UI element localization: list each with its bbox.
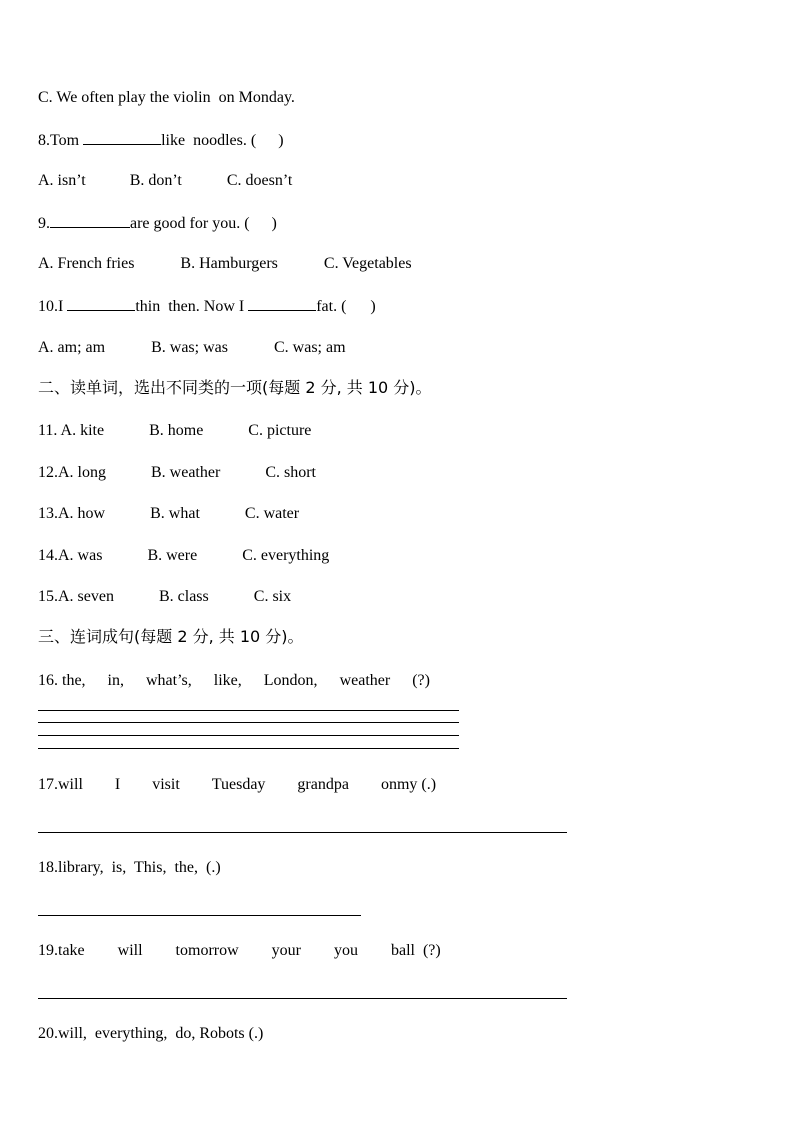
q8-option-b: B. don’t bbox=[129, 172, 182, 189]
q10-answer-blank-2[interactable] bbox=[248, 296, 316, 311]
q10-answer-blank-1[interactable] bbox=[67, 296, 135, 311]
q9-number: 9. bbox=[38, 215, 50, 232]
question-14 bbox=[38, 546, 329, 566]
q16-answer-line[interactable] bbox=[38, 735, 459, 736]
q12-option-b: B. weather bbox=[151, 464, 221, 481]
q16-word: what’s, bbox=[146, 672, 192, 689]
q10-option-b: B. was; was bbox=[151, 339, 228, 356]
q16-answer-line[interactable] bbox=[38, 722, 459, 723]
q16-answer-line[interactable] bbox=[38, 748, 459, 749]
question-13 bbox=[38, 504, 299, 524]
question-11 bbox=[38, 421, 311, 441]
q14-option-b: B. were bbox=[147, 547, 198, 564]
q7-option-c: C. We often play the violin on Monday. bbox=[38, 89, 295, 106]
q8-option-c: C. doesn’t bbox=[226, 172, 293, 189]
q12-option-a: 12.A. long bbox=[38, 464, 106, 481]
question-8 bbox=[38, 130, 284, 151]
q8-text: like noodles. ( bbox=[161, 132, 257, 149]
q9-close-paren: ) bbox=[271, 215, 277, 232]
q9-option-a: A. French fries bbox=[38, 255, 135, 272]
q10-mid-text: thin then. Now I bbox=[135, 298, 245, 315]
q16-number: 16. the, bbox=[38, 672, 86, 689]
q17-word: I bbox=[114, 776, 121, 793]
question-12 bbox=[38, 463, 316, 483]
q15-option-b: B. class bbox=[158, 588, 209, 605]
section-2-heading: 二、读单词，选出不同类的一项(每题 2 分, 共 10 分)。 bbox=[38, 378, 432, 397]
question-20: 20.will, everything, do, Robots (.) bbox=[38, 1025, 264, 1042]
q11-option-b: B. home bbox=[149, 422, 204, 439]
q16-word: weather bbox=[339, 672, 391, 689]
q15-option-c: C. six bbox=[253, 588, 292, 605]
question-10 bbox=[38, 296, 376, 317]
q8-answer-blank[interactable] bbox=[83, 130, 161, 145]
q10-option-a: A. am; am bbox=[38, 339, 106, 356]
q11-option-a: 11. A. kite bbox=[38, 422, 105, 439]
q19-word: will bbox=[117, 942, 143, 959]
q9-options bbox=[38, 254, 412, 274]
question-17 bbox=[38, 775, 436, 795]
q18-answer-line[interactable] bbox=[38, 915, 361, 916]
q14-option-c: C. everything bbox=[242, 547, 330, 564]
question-19 bbox=[38, 941, 441, 961]
q16-word: London, bbox=[263, 672, 318, 689]
question-16 bbox=[38, 671, 430, 691]
q8-options bbox=[38, 171, 292, 191]
question-15 bbox=[38, 587, 291, 607]
q17-word: grandpa bbox=[297, 776, 349, 793]
q19-word: ball (?) bbox=[390, 942, 441, 959]
q17-word: onmy (.) bbox=[380, 776, 437, 793]
q10-number: 10.I bbox=[38, 298, 64, 315]
q9-option-c: C. Vegetables bbox=[323, 255, 412, 272]
q10-close-paren: ) bbox=[370, 298, 376, 315]
q17-word: visit bbox=[152, 776, 180, 793]
q9-option-b: B. Hamburgers bbox=[180, 255, 278, 272]
section-3-heading: 三、连词成句(每题 2 分, 共 10 分)。 bbox=[38, 627, 304, 646]
q16-word: in, bbox=[107, 672, 124, 689]
q16-word: (?) bbox=[412, 672, 430, 689]
q10-text: fat. ( bbox=[316, 298, 347, 315]
q13-option-a: 13.A. how bbox=[38, 505, 106, 522]
q8-number: 8.Tom bbox=[38, 132, 80, 149]
q10-options bbox=[38, 338, 346, 358]
q10-option-c: C. was; am bbox=[273, 339, 346, 356]
q16-answer-line[interactable] bbox=[38, 710, 459, 711]
q12-option-c: C. short bbox=[265, 464, 316, 481]
question-9 bbox=[38, 213, 277, 234]
q15-option-a: 15.A. seven bbox=[38, 588, 114, 605]
q19-answer-line[interactable] bbox=[38, 998, 567, 999]
q19-word: you bbox=[333, 942, 358, 959]
q17-number: 17.will bbox=[38, 776, 83, 793]
q13-option-c: C. water bbox=[244, 505, 300, 522]
q16-word: like, bbox=[213, 672, 242, 689]
q11-option-c: C. picture bbox=[248, 422, 312, 439]
q19-number: 19.take bbox=[38, 942, 85, 959]
q17-answer-line[interactable] bbox=[38, 832, 567, 833]
question-18: 18.library, is, This, the, (.) bbox=[38, 859, 221, 876]
q9-text: are good for you. ( bbox=[130, 215, 250, 232]
q17-word: Tuesday bbox=[211, 776, 266, 793]
q8-close-paren: ) bbox=[278, 132, 284, 149]
q19-word: your bbox=[271, 942, 301, 959]
q14-option-a: 14.A. was bbox=[38, 547, 103, 564]
q8-option-a: A. isn’t bbox=[38, 172, 86, 189]
q13-option-b: B. what bbox=[150, 505, 200, 522]
q19-word: tomorrow bbox=[175, 942, 239, 959]
q9-answer-blank[interactable] bbox=[50, 213, 130, 228]
